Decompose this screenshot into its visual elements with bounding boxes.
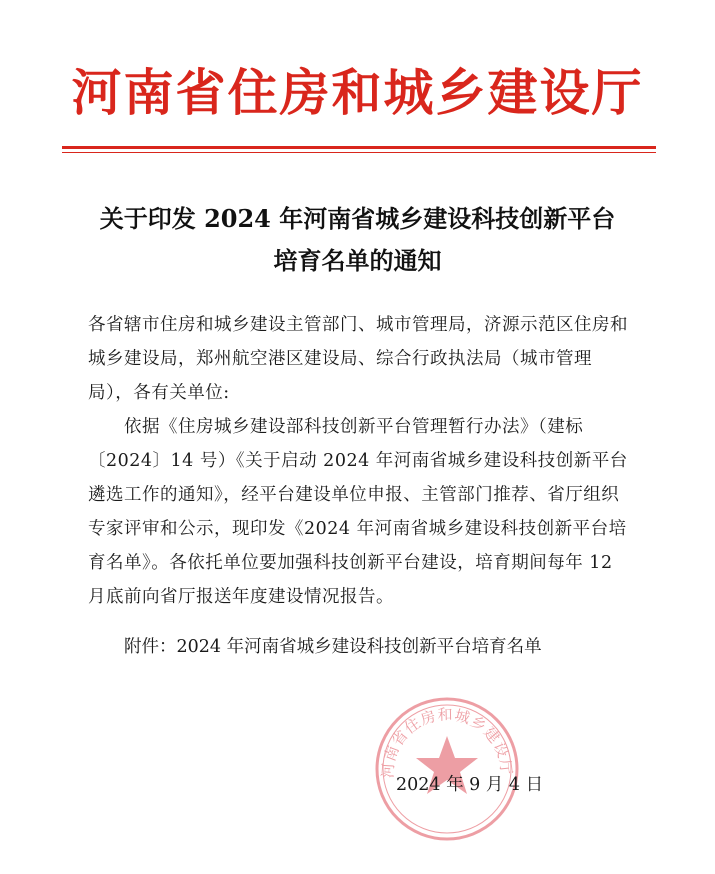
notice-body xyxy=(88,308,628,614)
letterhead-rule-thick xyxy=(62,146,656,149)
notice-title xyxy=(60,198,655,282)
letterhead-rule-thin xyxy=(62,152,656,153)
notice-title-line1: 关于印发 2024 年河南省城乡建设科技创新平台 xyxy=(99,204,616,233)
notice-title-line2: 培育名单的通知 xyxy=(273,246,442,275)
letterhead-org-name: 河南省住房和城乡建设厅 xyxy=(71,64,644,122)
notice-attachment: 附件：2024 年河南省城乡建设科技创新平台培育名单 xyxy=(124,637,542,657)
official-seal-stamp xyxy=(372,694,522,844)
seal-text: 河南省住房和城乡建设厅 xyxy=(378,705,516,779)
notice-main-paragraph: 依据《住房城乡建设部科技创新平台管理暂行办法》（建标〔2024〕14 号）《关于启动 2024 年河南省城乡建设科技创新平台遴选工作的通知》，经平台建设单位申报、主管部门推荐、省厅组织专家评审和公示，现印发《2024 年河南省城乡建设科技创新平台培育名单》。各依托单位要加强科技创新平台建设，培育期间每年 12 月底前向省厅报送年度建设情况报告。 xyxy=(88,417,628,607)
notice-date: 2024 年 9 月 4 日 xyxy=(396,775,544,795)
notice-recipients: 各省辖市住房和城乡建设主管部门、城市管理局，济源示范区住房和城乡建设局，郑州航空港区建设局、综合行政执法局（城市管理局），各有关单位: xyxy=(88,315,628,403)
